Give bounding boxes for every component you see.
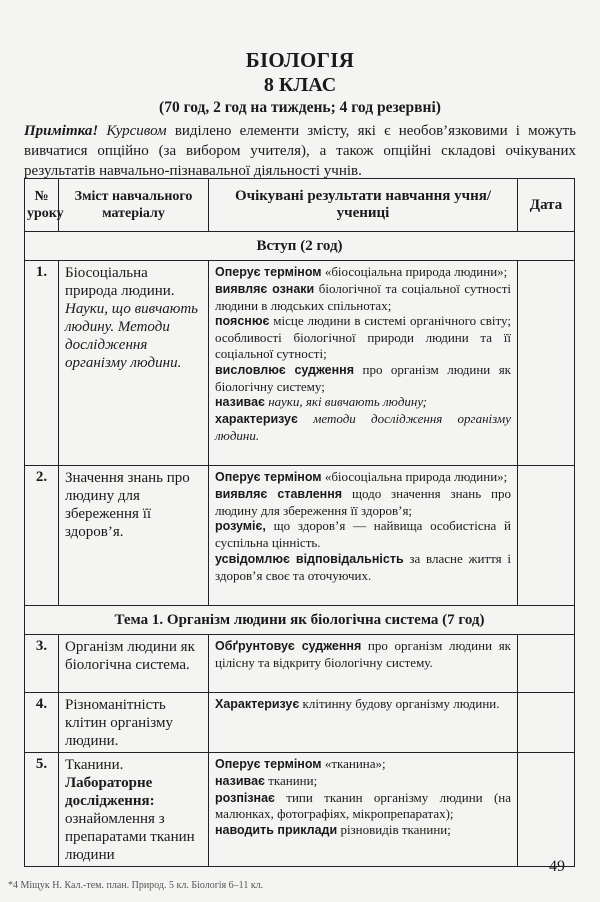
header-lesson-number: № уроку bbox=[25, 179, 59, 232]
lesson-content bbox=[59, 753, 209, 867]
lesson-results bbox=[209, 753, 518, 867]
lesson-results bbox=[209, 693, 518, 753]
header-content: Зміст навчального матеріалу bbox=[59, 179, 209, 232]
result-optional: методи дослідження організму людини. bbox=[215, 411, 511, 443]
result-text: клітинну будову організму людини. bbox=[302, 696, 500, 711]
result-text: «біосоціальна природа людини»; bbox=[324, 469, 508, 484]
content-optional: Науки, що вивчають людину. Методи дослідження організму людини. bbox=[65, 301, 198, 371]
lesson-results bbox=[209, 635, 518, 693]
result-text: «тканина»; bbox=[324, 756, 386, 771]
table-row bbox=[25, 261, 575, 466]
subject-title: БІОЛОГІЯ bbox=[245, 48, 355, 72]
result-text: місце людини в системі органічного світу; особливості біологічної природи людини та її соціальної сутності; bbox=[215, 313, 511, 361]
footnote: *4 Міщук Н. Кал.-тем. план. Природ. 5 кл. Біологія 6–11 кл. bbox=[8, 880, 264, 891]
date-cell bbox=[518, 693, 575, 753]
table-row bbox=[25, 753, 575, 867]
result-text: за власне життя і здоров’я своє та оточуючих. bbox=[215, 550, 511, 583]
date-cell bbox=[518, 466, 575, 606]
table-header-row bbox=[25, 179, 575, 232]
table-row bbox=[25, 635, 575, 693]
date-cell bbox=[518, 635, 575, 693]
result-text: «біосоціальна природа людини»; bbox=[324, 264, 508, 279]
note-italic-word: Курсивом bbox=[106, 123, 167, 139]
section-topic-1: Тема 1. Організм людини як біологічна система (7 год) bbox=[25, 606, 575, 635]
page-number: 49 bbox=[549, 858, 565, 875]
content-text: Тканини. bbox=[65, 757, 124, 773]
date-cell bbox=[518, 261, 575, 466]
note-label: Примітка! bbox=[24, 123, 99, 139]
lesson-content bbox=[59, 261, 209, 466]
content-lab-text: ознайомлення з препаратами тканин людини bbox=[65, 811, 195, 863]
lesson-content: Різноманітність клітин організму людини. bbox=[59, 693, 209, 753]
lesson-results bbox=[209, 466, 518, 606]
lesson-number: 1. bbox=[25, 261, 59, 466]
result-optional: науки, які вивчають людину; bbox=[268, 394, 427, 410]
lesson-number: 4. bbox=[25, 693, 59, 753]
note-paragraph bbox=[24, 121, 576, 181]
hours-subtitle: (70 год, 2 год на тиждень; 4 год резервні) bbox=[159, 99, 441, 116]
result-text: про організм людини як біологічну систему; bbox=[215, 361, 511, 394]
result-text: різновидів тканини; bbox=[340, 822, 451, 838]
result-verb: розпізнає bbox=[215, 790, 275, 805]
result-verb: виявляє ознаки bbox=[215, 281, 315, 296]
grade-title: 8 КЛАС bbox=[263, 74, 337, 96]
content-text: Біосоціальна природа людини. bbox=[65, 265, 175, 299]
result-verb: називає bbox=[215, 395, 265, 410]
lesson-content: Значення знань про людину для збереження її здоров’я. bbox=[59, 466, 209, 606]
result-text: про організм людини як цілісну та відкриту біологічну систему. bbox=[215, 638, 511, 670]
result-verb: Оперує терміном bbox=[215, 470, 322, 484]
result-verb: пояснює bbox=[215, 314, 270, 329]
result-verb: характеризує bbox=[215, 412, 298, 427]
result-verb: називає bbox=[215, 773, 265, 788]
header-date: Дата bbox=[518, 179, 575, 232]
result-verb: Оперує терміном bbox=[215, 757, 322, 771]
note-text: виділено елементи змісту, які є необов’язковими і можуть вивчатися опційно (за вибором учителя), а також опційні складові очікуваних результатів навчально-пізнавальної діяльності учнів. bbox=[24, 123, 577, 179]
lesson-content: Організм людини як біологічна система. bbox=[59, 635, 209, 693]
result-text: щодо значення знань про людину для збереження її здоров’я; bbox=[215, 485, 512, 518]
result-verb: Характеризує bbox=[215, 697, 300, 711]
table-row bbox=[25, 466, 575, 606]
result-verb: висловлює судження bbox=[215, 362, 355, 377]
date-cell bbox=[518, 753, 575, 867]
section-row bbox=[25, 606, 575, 635]
lesson-number: 3. bbox=[25, 635, 59, 693]
lesson-number: 2. bbox=[25, 466, 59, 606]
section-intro: Вступ (2 год) bbox=[25, 232, 575, 261]
result-text: тканини; bbox=[268, 772, 318, 788]
table-row bbox=[25, 693, 575, 753]
result-verb: розуміє, bbox=[215, 519, 266, 534]
lesson-results bbox=[209, 261, 518, 466]
section-row bbox=[25, 232, 575, 261]
content-lab: Лабораторне дослідження: bbox=[65, 775, 155, 809]
result-verb: виявляє ставлення bbox=[215, 486, 343, 501]
result-verb: Обґрунтовує судження bbox=[215, 639, 362, 653]
result-verb: усвідомлює відповідальність bbox=[215, 551, 404, 566]
result-text: типи тканин організму людини (на малюнках, фотографіях, мікропрепаратах); bbox=[215, 789, 511, 822]
result-text: біологічної та соціальної сутності людини в людських спільнотах; bbox=[215, 280, 511, 313]
curriculum-table bbox=[24, 178, 575, 867]
result-text: що здоров’я — найвища особистісна й суспільна цінність. bbox=[215, 518, 511, 551]
result-verb: Оперує терміном bbox=[215, 265, 322, 279]
lesson-number: 5. bbox=[25, 753, 59, 867]
header-results: Очікувані результати навчання учня/учениці bbox=[209, 179, 518, 232]
result-verb: наводить приклади bbox=[215, 823, 338, 838]
